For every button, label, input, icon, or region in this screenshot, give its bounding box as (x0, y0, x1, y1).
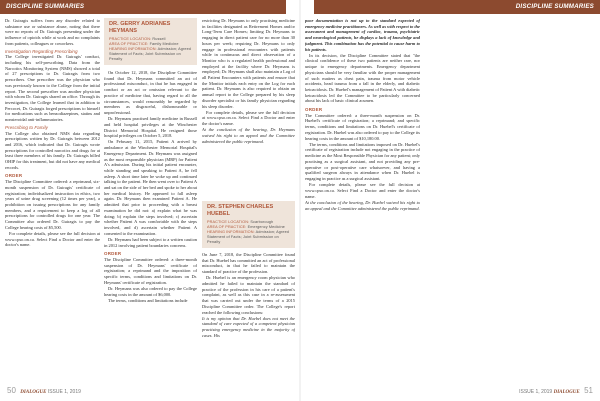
section-header-left: DISCIPLINE SUMMARIES (6, 3, 85, 10)
paragraph: In its decision, the Discipline Committee stated that "the clinical confidence of these two patients are neither rare, nor unique to emergency departments. Emergency department physicians should be very familiar with the proper management of such matters as chest pain, trauma from motor vehicle accidents, head trauma from a fall in the elderly, and diabetic ketoacidosis. Dr. Huebel's management of Patient A with diabetic ketoacidosis led the Committee to be particularly concerned about his lack of basic clinical acumen. (305, 52, 420, 104)
footer-logo-left: DIALOGUE (20, 390, 47, 395)
paragraph: The Discipline Committee ordered: a reprimand, six-month suspension of Dr. Guiragis' certificate of registration; individualized instruction in ethics, two years of urine drug screening (12 times per year), a prohibition on issuing prescriptions for any family members, and a requirement to keep a log of all prescriptions for controlled drugs for one year. The Committee also ordered Dr. Guiragis to pay the College hearing costs of $5,500. (5, 179, 100, 230)
paragraph: Dr. Heymans had been subject to a written caution in 2012 involving patient boundaries concerns. (104, 236, 197, 248)
paragraph-italic: It is my opinion that Dr. Huebel does not meet the standard of care expected of a competent physician practising emergency medicine in the majority of cases. His (202, 315, 295, 338)
paragraph: restricting Dr. Heymans to only practising medicine in facilities designated as Retirement Homes and/or Long-Term Care Homes; limiting Dr. Heymans to engaging in direct patient care for no more than 30 hours per week; requiring Dr. Heymans to only engage in professional encounters with patients while in continuous and direct observation of a Monitor who is a regulated health professional and employed at the facility where Dr. Heymans is employed; Dr. Heymans shall also maintain a Log of all Patient Encounters with patients and ensure that the Monitor initials each entry on the Log for each patient. Dr. Heymans is also required to obtain an annual report to the College prepared by his sleep disorder specialist or his family physician regarding his sleep disorder. (202, 18, 295, 109)
paragraph: The terms, conditions and limitations include (108, 297, 188, 303)
subheading-prescribing: Investigation Regarding Prescribing (5, 48, 78, 54)
paragraph: Dr. Huebel is an emergency room physician who admitted he failed to maintain the standard of practice of the profession in his care of a patient's complaint, as well as this case in a re-assessment that was carried out under the terms of a 2015 Discipline Committee order. The College's report reached the following conclusions: (202, 275, 295, 315)
paragraph: Dr. Heymans was also ordered to pay the College hearing costs in the amount of $6,000. (104, 286, 197, 297)
doctor-info-box-huebel (202, 201, 295, 248)
practice-location: PRACTICE LOCATION: Scarborough (207, 220, 274, 224)
paragraph-italic: At the conclusion of the hearing, Dr. Heymans waived his right to an appeal and the Committee administered the public reprimand. (202, 127, 295, 144)
paragraph: The Committee ordered: a three-month suspension on Dr. Huebel's certificate of registration; a reprimand; and specific terms, conditions and limitations on Dr. Huebel's certificate of registration. Dr. Huebel was also ordered to pay to the College its hearing costs in the amount of $10,180.00. (305, 112, 420, 141)
footer-left (4, 386, 81, 395)
hearing-information: HEARING INFORMATION: Admission; Agreed Statement of Facts; Joint Submission on Penalty (109, 47, 192, 61)
hearing-information: HEARING INFORMATION: Admission; Agreed Statement of Facts; Joint Submission on Penalty (207, 230, 290, 244)
page-number-right: 51 (584, 386, 593, 395)
paragraph: Dr. Heymans practised family medicine in Russell and held hospital privileges at the Winchester District Memorial Hospital. He resigned those hospital privileges on October 5, 2018. (104, 116, 197, 139)
footer-issue-right: ISSUE 1, 2019 (519, 389, 553, 395)
footer-right (519, 386, 596, 395)
paragraph-italic: At the conclusion of the hearing, Dr. Huebel waived his right to an appeal and the Committee administered the public reprimand. (305, 199, 420, 211)
column-2 (104, 70, 197, 378)
page-gutter (299, 0, 301, 401)
order-heading: ORDER (5, 173, 23, 179)
paragraph: The terms, conditions and limitations imposed on Dr. Huebel's certificate of registration include not engaging in the practice of medicine as the Most Responsible Physician for any patient; only practising as a surgical assistant, and not providing any pre-operative or post-operative care whatsoever, and having a qualified surgeon always in attendance when Dr. Huebel is engaging in practice as a surgical assistant. (305, 141, 420, 181)
paragraph: On June 7, 2018, the Discipline Committee found that Dr. Huebel has committed an act of professional misconduct, in that he failed to maintain the standard of practice of the profession. (202, 252, 295, 275)
section-header-right: DISCIPLINE SUMMARIES (515, 3, 594, 10)
paragraph: On October 12, 2018, the Discipline Committee found that Dr. Heymans committed an act of professional misconduct, in that he has engaged in conduct or an act or omission relevant to the practice of medicine that, having regard to all the circumstances, would reasonably be regarded by members as disgraceful, dishonourable or unprofessional. (104, 70, 197, 115)
page-number-left: 50 (7, 386, 16, 395)
column-3-upper (202, 18, 295, 196)
area-of-practice: AREA OF PRACTICE: Family Medicine (109, 42, 179, 46)
header-bar-right (314, 0, 600, 14)
paragraph: For complete details, please see the full decision at www.cpso.on.ca. Select Find a Doctor and enter the doctor's name. (5, 231, 100, 248)
area-of-practice: AREA OF PRACTICE: Emergency Medicine (207, 225, 285, 229)
column-4 (305, 18, 420, 378)
paragraph: The College also obtained NMS data regarding prescriptions written by Dr. Guiragis between 2012 and 2016, which indicated that Dr. Guiragis wrote prescriptions for controlled narcotics and drugs for at least three members of his family. Dr. Guiragis billed OHIP for this treatment, but did not have any medical records. (5, 130, 100, 170)
order-heading: ORDER (104, 251, 122, 257)
doctor-name: DR. STEPHEN CHARLES HUEBEL (207, 204, 274, 217)
paragraph: The College investigated Dr. Guiragis' conduct, including his self-prescribing. Data from the Narcotics Monitoring System (NMS) showed a total of 27 prescriptions to Dr. Guiragis from two prescribers. One prescriber was the physician who was previously known to the College from the initial report. The second prescriber was another physician with whom Dr. Guiragis shared an office. Through its investigation, the College learned that in addition to Percocet, Dr. Guiragis forged prescriptions to himself for medications such as benzodiazepines, statins and nonsteroidal anti-inflammatories. (5, 54, 100, 123)
doctor-info-box-heymans (104, 18, 197, 65)
doctor-name: DR. GERRY ADRIANES HEYMANS (109, 21, 171, 34)
paragraph: On February 11, 2015, Patient A arrived by ambulance at the Winchester Memorial Hospital's Emergency Department. Dr. Heymans was assigned as the most responsible physician (MRP) for Patient A's admission. During his initial patient encounter, while standing and speaking to Patient A, he fell asleep. A short time later he woke up and continued talking to the patient. He then went over to Patient A and sat on the side of her bed and spoke to her about her medical history. He appeared to fall asleep again. Dr. Heymans then examined Patient A. He admitted that prior to proceeding with a breast examination he did not: a) explain what he was doing; b) explain the steps involved; c) ascertain whether Patient A was comfortable with the steps involved, and d) ascertain whether Patient A consented to the examination. (104, 139, 197, 236)
footer-issue-left: ISSUE 1, 2019 (47, 389, 81, 395)
subheading-family: Prescribing to Family (5, 124, 48, 130)
paragraph: For complete details, please see the full decision at www.cpso.on.ca. Select Find a Doctor and enter the doctor's name. (305, 182, 420, 199)
order-heading: ORDER (305, 107, 323, 113)
header-bar-left (0, 0, 286, 14)
footer-logo-right: DIALOGUE (553, 390, 580, 395)
paragraph: For complete details, please see the full decision at www.cpso.on.ca. Select Find a Doctor and enter the doctor's name. (202, 109, 295, 127)
column-1 (5, 18, 100, 378)
practice-location: PRACTICE LOCATION: Russell (109, 37, 166, 41)
paragraph: The Discipline Committee ordered: a three-month suspension of Dr. Heymans' certificate of registration; a reprimand and the imposition of specific terms, conditions and limitations on Dr. Heymans' certificate of registration. (104, 257, 197, 285)
column-3-lower (202, 252, 295, 378)
quote-continuation: poor documentation is not up to the standard expected of emergency medicine practitioners. As well as with respect to the assessment and management of cardiac, trauma, psychiatric and neurological patients, he displays a lack of knowledge and judgment. This combination has the potential to cause harm to his patients. (305, 18, 420, 52)
paragraph: Dr. Guiragis suffers from any disorder related to substance use or substance abuse, noting that there were no reports of Dr. Guiragis presenting under the influence of opioids while at work and no complaints from patients, colleagues or coworkers. (5, 18, 100, 46)
